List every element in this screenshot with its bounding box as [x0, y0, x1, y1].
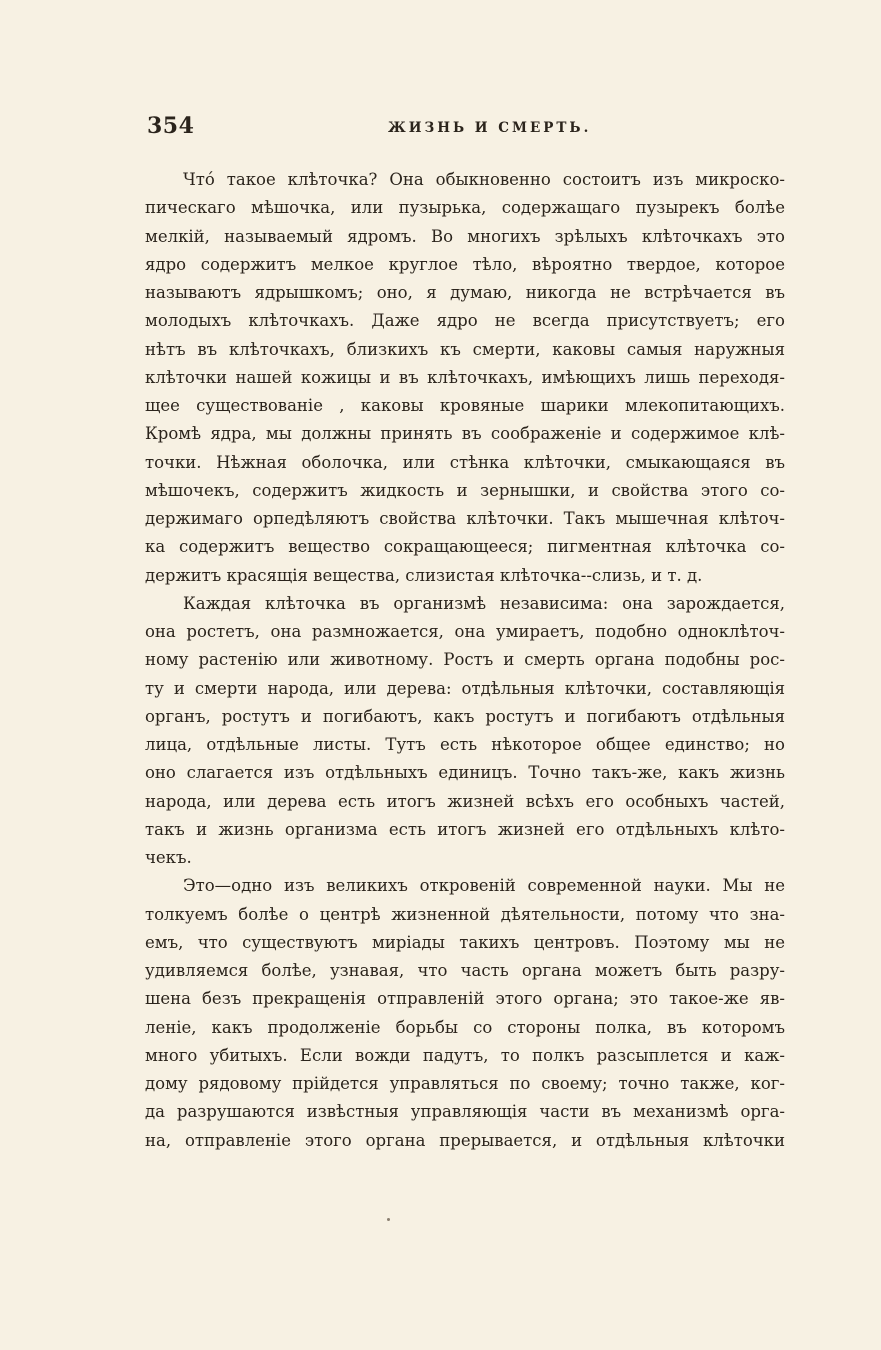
text-line: молодыхъ клѣточкахъ. Даже ядро не всегда присутствуетъ; его — [145, 311, 785, 331]
text-line: дому рядовому прійдется управляться по своему; точно также, ког- — [145, 1074, 785, 1093]
text-line: много убитыхъ. Если вожди падутъ, то полкъ разсыплется и каж- — [145, 1045, 785, 1065]
text-line: нѣтъ въ клѣточкахъ, близкихъ къ смерти, каковы самыя наружныя — [145, 339, 785, 359]
text-line: щее существованіе , каковы кровяные шарики млекопитающихъ. — [145, 396, 785, 415]
text-line: на, отправленіе этого органа прерывается, и отдѣльныя клѣточки — [145, 1130, 785, 1150]
text-line: Это—одно изъ великихъ откровеній современной науки. Мы не — [183, 876, 785, 896]
text-line: леніе, какъ продолженіе борьбы со стороны полка, въ которомъ — [145, 1017, 785, 1037]
ink-speck — [387, 1218, 390, 1221]
text-line: емъ, что существуютъ миріады такихъ центровъ. Поэтому мы не — [145, 932, 785, 952]
text-line: ному растенію или животному. Ростъ и смерть органа подобны рос- — [145, 650, 785, 670]
text-line: ядро содержитъ мелкое круглое тѣло, вѣроятно твердое, которое — [145, 254, 785, 274]
text-line: Кромѣ ядра, мы должны принять въ соображеніе и содержимое клѣ- — [145, 424, 785, 444]
text-line: оно слагается изъ отдѣльныхъ единицъ. Точно такъ-же, какъ жизнь — [145, 763, 785, 783]
text-line: точки. Нѣжная оболочка, или стѣнка клѣточки, смыкающаяся въ — [145, 452, 785, 472]
text-line: ту и смерти народа, или дерева: отдѣльныя клѣточки, составляющія — [145, 678, 785, 698]
text-line: мелкій, называемый ядромъ. Во многихъ зрѣлыхъ клѣточкахъ это — [145, 226, 785, 246]
text-line: органъ, ростутъ и погибаютъ, какъ ростутъ и погибаютъ отдѣльныя — [145, 706, 785, 726]
text-line: толкуемъ болѣе о центрѣ жизненной дѣятельности, потому что зна- — [145, 904, 785, 924]
text-line: Каждая клѣточка въ организмѣ независима: она зарождается, — [183, 593, 785, 613]
text-line: она ростетъ, она размножается, она умираетъ, подобно одноклѣточ- — [145, 622, 785, 641]
text-line: лица, отдѣльные листы. Тутъ есть нѣкоторое общее единство; но — [145, 735, 785, 754]
text-line: держитъ красящія вещества, слизистая клѣточка--слизь, и т. д. — [145, 565, 703, 585]
text-line: пическаго мѣшочка, или пузырька, содержащаго пузырекъ болѣе — [145, 198, 785, 218]
text-line: ка содержитъ вещество сокращающееся; пигментная клѣточка со- — [145, 537, 785, 557]
text-line: шена безъ прекращенія отправленій этого органа; это такое-же яв- — [145, 989, 785, 1009]
text-line: Чтó такое клѣточка? Она обыкновенно состоитъ изъ микроско- — [183, 170, 785, 189]
text-line: такъ и жизнь организма есть итогъ жизней его отдѣльныхъ клѣто- — [145, 819, 785, 839]
running-title: ЖИЗНЬ И СМЕРТЬ. — [388, 120, 592, 136]
text-line: называютъ ядрышкомъ; оно, я думаю, никогда не встрѣчается въ — [145, 283, 785, 302]
text-line: клѣточки нашей кожицы и въ клѣточкахъ, имѣющихъ лишь переходя- — [145, 367, 785, 387]
body-text — [145, 166, 785, 1155]
text-line: народа, или дерева есть итогъ жизней всѣхъ его особныхъ частей, — [145, 791, 785, 811]
page-number: 354 — [147, 113, 195, 139]
text-line: мѣшочекъ, содержитъ жидкость и зернышки, и свойства этого со- — [145, 480, 785, 500]
text-line: чекъ. — [145, 848, 192, 867]
text-line: да разрушаются извѣстныя управляющія части въ механизмѣ орга- — [145, 1102, 785, 1122]
text-line: удивляемся болѣе, узнавая, что часть органа можетъ быть разру- — [145, 961, 785, 980]
text-line: держимаго орпедѣляютъ свойства клѣточки. Такъ мышечная клѣточ- — [145, 509, 785, 528]
